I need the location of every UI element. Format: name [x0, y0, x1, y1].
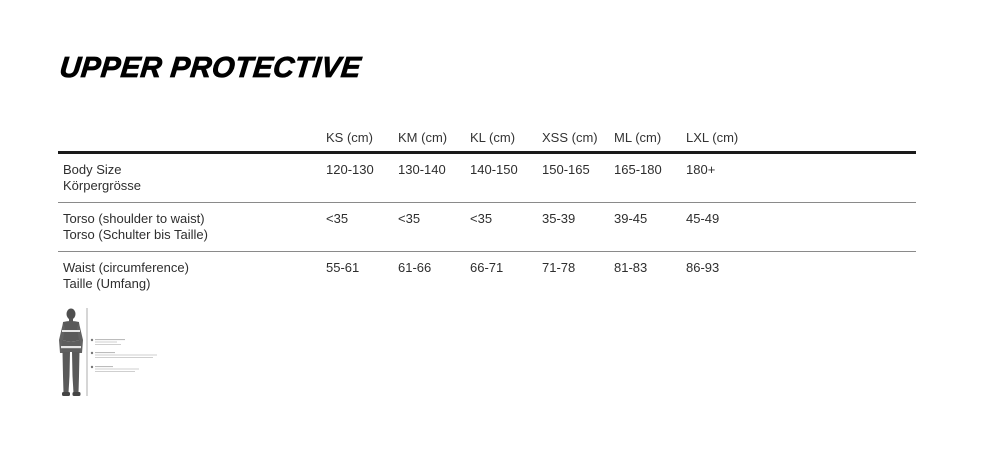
table-cell: 130-140: [398, 162, 446, 177]
table-cell: 45-49: [686, 211, 720, 226]
column-header-kl: KL (cm): [470, 130, 516, 145]
table-cell: 55-61: [326, 260, 360, 275]
table-cell: <35: [326, 211, 349, 226]
row-label-german: Körpergrösse: [63, 178, 142, 193]
table-cell: 86-93: [686, 260, 720, 275]
body-measurement-figure-icon: [54, 306, 164, 398]
table-cell: 35-39: [542, 211, 576, 226]
table-cell: 165-180: [614, 162, 662, 177]
table-cell: 120-130: [326, 162, 374, 177]
table-cell: 140-150: [470, 162, 518, 177]
size-chart-table: [58, 120, 916, 301]
row-label: [58, 162, 326, 194]
column-header-ml: ML (cm): [614, 130, 662, 145]
table-row-waist: [58, 252, 916, 301]
row-label-english: Waist (circumference): [63, 260, 189, 275]
table-cell: 61-66: [398, 260, 432, 275]
table-row-body-size: [58, 154, 916, 203]
row-label-english: Body Size: [63, 162, 122, 177]
table-cell: 71-78: [542, 260, 576, 275]
row-label-german: Torso (Schulter bis Taille): [63, 227, 208, 242]
column-header-km: KM (cm): [398, 130, 448, 145]
page-title: UPPER PROTECTIVE: [58, 52, 363, 84]
table-row-torso: [58, 203, 916, 252]
column-header-xss: XSS (cm): [542, 130, 598, 145]
row-label: [58, 260, 326, 292]
table-cell: <35: [398, 211, 421, 226]
table-cell: 66-71: [470, 260, 504, 275]
table-cell: 150-165: [542, 162, 590, 177]
column-header-ks: KS (cm): [326, 130, 373, 145]
body-figure-svg: [54, 306, 164, 398]
row-label: [58, 211, 326, 243]
row-label-english: Torso (shoulder to waist): [63, 211, 205, 226]
table-header-row: [58, 120, 916, 154]
table-cell: 39-45: [614, 211, 648, 226]
table-cell: <35: [470, 211, 493, 226]
row-label-german: Taille (Umfang): [63, 276, 151, 291]
column-header-lxl: LXL (cm): [686, 130, 739, 145]
table-cell: 81-83: [614, 260, 648, 275]
table-cell: 180+: [686, 162, 716, 177]
